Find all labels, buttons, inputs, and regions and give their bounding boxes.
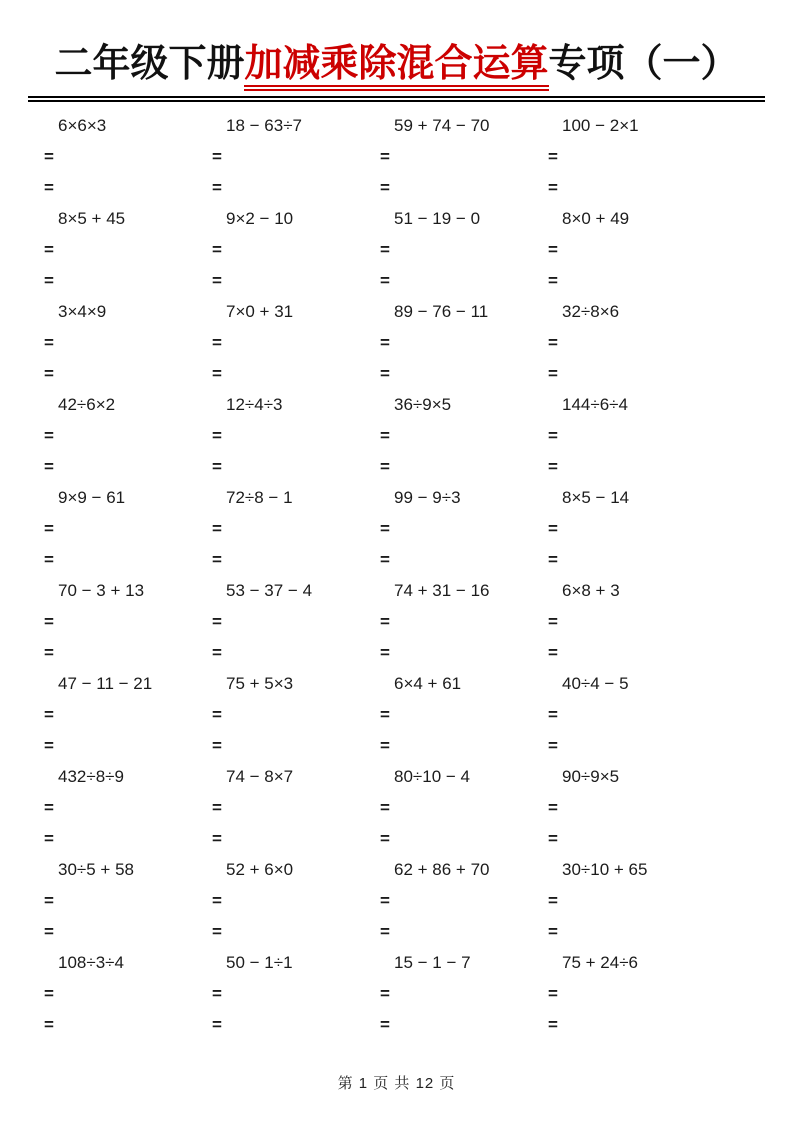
equals-line-1: =	[44, 891, 54, 910]
equals-line-2: =	[548, 550, 558, 569]
equals-line-2: =	[548, 922, 558, 941]
problem-expression: 108÷3÷4	[58, 953, 124, 972]
equals-line-1: =	[380, 891, 390, 910]
equals-line-1: =	[212, 891, 222, 910]
problem-cell	[548, 110, 716, 203]
equals-line-2: =	[212, 364, 222, 383]
equals-line-1: =	[212, 798, 222, 817]
title-suffix: 专项（一）	[548, 43, 739, 85]
problem-cell	[380, 110, 548, 203]
problem-expression: 12÷4÷3	[226, 395, 283, 414]
equals-line-1: =	[212, 984, 222, 1003]
problem-expression: 47 − 11 − 21	[58, 674, 153, 693]
problem-expression: 62 + 86 + 70	[394, 860, 490, 879]
equals-line-2: =	[44, 922, 54, 941]
problem-cell	[212, 761, 380, 854]
problem-cell	[44, 389, 212, 482]
problem-cell	[548, 668, 716, 761]
equals-line-2: =	[380, 736, 390, 755]
title-prefix: 二年级下册	[54, 43, 245, 85]
problem-expression: 75 + 24÷6	[562, 953, 638, 972]
problem-cell	[548, 854, 716, 947]
problem-cell	[44, 854, 212, 947]
problem-expression: 72÷8 − 1	[226, 488, 293, 507]
problem-cell	[380, 389, 548, 482]
equals-line-1: =	[212, 612, 222, 631]
problem-expression: 7×0 + 31	[226, 302, 294, 321]
problem-cell	[548, 482, 716, 575]
problem-expression: 42÷6×2	[58, 395, 116, 414]
equals-line-2: =	[548, 457, 558, 476]
equals-line-2: =	[548, 178, 558, 197]
equals-line-1: =	[44, 612, 54, 631]
problems-grid	[44, 110, 793, 1040]
problem-cell	[380, 761, 548, 854]
equals-line-2: =	[380, 178, 390, 197]
equals-line-2: =	[380, 550, 390, 569]
problem-cell	[548, 575, 716, 668]
problem-expression: 59 + 74 − 70	[394, 116, 490, 135]
equals-line-2: =	[212, 271, 222, 290]
equals-line-1: =	[212, 147, 222, 166]
equals-line-2: =	[548, 829, 558, 848]
problem-expression: 74 − 8×7	[226, 767, 294, 786]
equals-line-1: =	[44, 333, 54, 352]
problem-cell	[548, 389, 716, 482]
problem-expression: 3×4×9	[58, 302, 107, 321]
problem-expression: 51 − 19 − 0	[394, 209, 481, 228]
equals-line-1: =	[44, 519, 54, 538]
equals-line-1: =	[380, 612, 390, 631]
problem-expression: 8×5 + 45	[58, 209, 126, 228]
equals-line-1: =	[548, 984, 558, 1003]
problem-expression: 8×0 + 49	[562, 209, 630, 228]
equals-line-2: =	[212, 1015, 222, 1034]
equals-line-2: =	[44, 178, 54, 197]
equals-line-2: =	[44, 736, 54, 755]
problem-expression: 80÷10 − 4	[394, 767, 470, 786]
problem-cell	[212, 668, 380, 761]
equals-line-2: =	[212, 550, 222, 569]
equals-line-2: =	[380, 829, 390, 848]
equals-line-2: =	[212, 457, 222, 476]
problem-expression: 75 + 5×3	[226, 674, 294, 693]
equals-line-2: =	[44, 829, 54, 848]
title-divider	[28, 96, 765, 102]
problem-expression: 6×8 + 3	[562, 581, 620, 600]
equals-line-1: =	[212, 240, 222, 259]
equals-line-1: =	[44, 798, 54, 817]
equals-line-2: =	[212, 736, 222, 755]
problem-cell	[212, 296, 380, 389]
problem-cell	[212, 575, 380, 668]
problem-cell	[212, 482, 380, 575]
equals-line-2: =	[212, 643, 222, 662]
equals-line-1: =	[548, 240, 558, 259]
problem-cell	[380, 854, 548, 947]
problem-cell	[44, 110, 212, 203]
equals-line-2: =	[44, 271, 54, 290]
problem-expression: 6×4 + 61	[394, 674, 462, 693]
equals-line-2: =	[212, 922, 222, 941]
problem-expression: 15 − 1 − 7	[394, 953, 471, 972]
equals-line-2: =	[380, 643, 390, 662]
problem-cell	[44, 575, 212, 668]
equals-line-2: =	[212, 829, 222, 848]
problem-cell	[380, 947, 548, 1040]
equals-line-1: =	[44, 426, 54, 445]
problem-cell	[44, 203, 212, 296]
equals-line-1: =	[380, 984, 390, 1003]
problem-cell	[44, 668, 212, 761]
problem-cell	[44, 761, 212, 854]
problem-cell	[212, 854, 380, 947]
page-title	[0, 40, 793, 88]
page-number: 第 1 页 共 12 页	[337, 1075, 456, 1092]
problem-expression: 99 − 9÷3	[394, 488, 461, 507]
equals-line-1: =	[380, 333, 390, 352]
problem-cell	[548, 761, 716, 854]
equals-line-2: =	[44, 550, 54, 569]
equals-line-2: =	[380, 271, 390, 290]
problem-cell	[44, 296, 212, 389]
problem-cell	[212, 110, 380, 203]
equals-line-2: =	[380, 364, 390, 383]
problem-expression: 144÷6÷4	[562, 395, 628, 414]
equals-line-1: =	[548, 798, 558, 817]
equals-line-1: =	[212, 519, 222, 538]
equals-line-1: =	[212, 333, 222, 352]
equals-line-1: =	[380, 705, 390, 724]
problem-expression: 53 − 37 − 4	[226, 581, 313, 600]
problem-expression: 6×6×3	[58, 116, 107, 135]
equals-line-1: =	[44, 705, 54, 724]
equals-line-2: =	[44, 1015, 54, 1034]
problem-expression: 52 + 6×0	[226, 860, 294, 879]
problem-expression: 9×9 − 61	[58, 488, 126, 507]
equals-line-1: =	[380, 426, 390, 445]
problem-expression: 74 + 31 − 16	[394, 581, 490, 600]
problem-cell	[212, 203, 380, 296]
problem-expression: 30÷10 + 65	[562, 860, 648, 879]
problem-cell	[380, 482, 548, 575]
equals-line-1: =	[44, 984, 54, 1003]
equals-line-2: =	[548, 364, 558, 383]
problem-expression: 36÷9×5	[394, 395, 452, 414]
problem-expression: 32÷8×6	[562, 302, 620, 321]
problem-cell	[548, 296, 716, 389]
problem-expression: 90÷9×5	[562, 767, 620, 786]
problem-expression: 89 − 76 − 11	[394, 302, 489, 321]
problem-cell	[380, 575, 548, 668]
problem-cell	[380, 296, 548, 389]
problem-expression: 50 − 1÷1	[226, 953, 293, 972]
equals-line-1: =	[548, 891, 558, 910]
equals-line-1: =	[548, 519, 558, 538]
problem-cell	[212, 389, 380, 482]
equals-line-1: =	[548, 147, 558, 166]
equals-line-2: =	[44, 457, 54, 476]
problem-expression: 432÷8÷9	[58, 767, 124, 786]
problem-cell	[212, 947, 380, 1040]
equals-line-2: =	[548, 736, 558, 755]
equals-line-1: =	[380, 147, 390, 166]
equals-line-2: =	[44, 364, 54, 383]
equals-line-2: =	[548, 1015, 558, 1034]
problem-expression: 70 − 3 + 13	[58, 581, 145, 600]
equals-line-1: =	[44, 240, 54, 259]
equals-line-2: =	[44, 643, 54, 662]
equals-line-1: =	[380, 519, 390, 538]
equals-line-2: =	[548, 271, 558, 290]
equals-line-1: =	[212, 705, 222, 724]
equals-line-2: =	[380, 922, 390, 941]
equals-line-1: =	[212, 426, 222, 445]
title-highlight: 加减乘除混合运算	[244, 43, 548, 91]
equals-line-2: =	[380, 457, 390, 476]
equals-line-1: =	[44, 147, 54, 166]
equals-line-1: =	[548, 612, 558, 631]
equals-line-1: =	[548, 705, 558, 724]
equals-line-1: =	[380, 240, 390, 259]
problem-cell	[44, 947, 212, 1040]
equals-line-2: =	[548, 643, 558, 662]
problem-cell	[380, 668, 548, 761]
problem-cell	[380, 203, 548, 296]
problem-expression: 9×2 − 10	[226, 209, 294, 228]
problem-cell	[548, 947, 716, 1040]
equals-line-1: =	[548, 426, 558, 445]
problem-expression: 100 − 2×1	[562, 116, 639, 135]
problem-expression: 8×5 − 14	[562, 488, 630, 507]
equals-line-1: =	[380, 798, 390, 817]
problem-expression: 40÷4 − 5	[562, 674, 629, 693]
equals-line-1: =	[548, 333, 558, 352]
problem-expression: 18 − 63÷7	[226, 116, 302, 135]
problem-cell	[548, 203, 716, 296]
equals-line-2: =	[380, 1015, 390, 1034]
problem-cell	[44, 482, 212, 575]
problem-expression: 30÷5 + 58	[58, 860, 134, 879]
equals-line-2: =	[212, 178, 222, 197]
